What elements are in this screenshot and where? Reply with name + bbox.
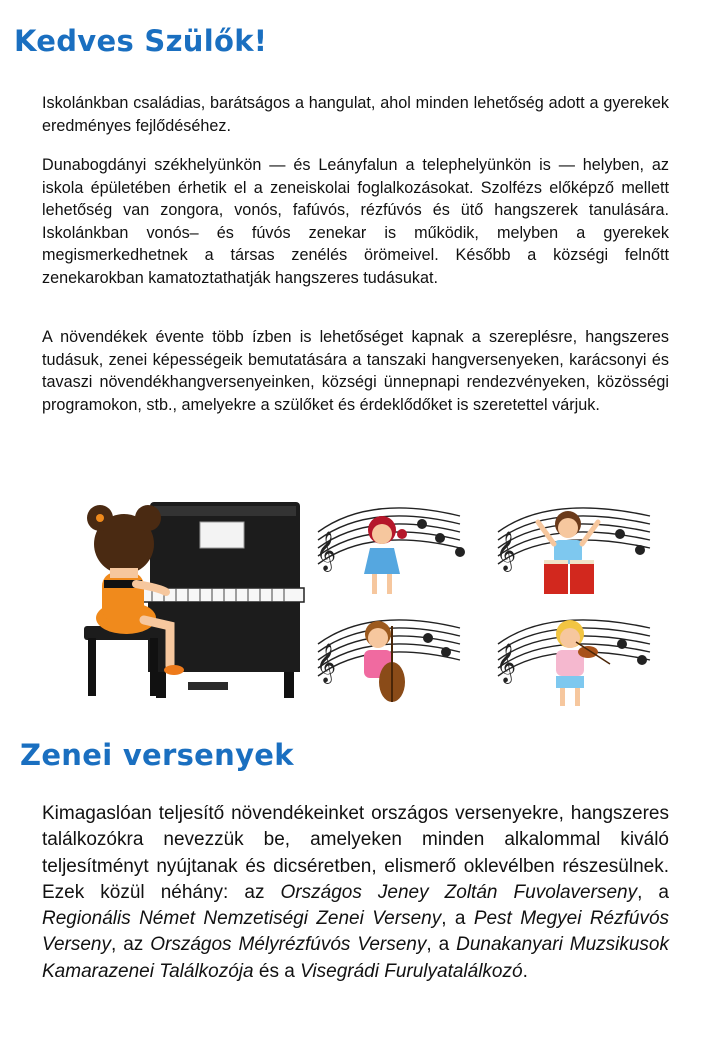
performances-paragraph: A növendékek évente több ízben is lehetőséget kapnak a szereplésre, hangszeres tudásuk, zenei képességeik bemutatására a tanszaki hangversenyeken, karácsonyi és tavaszi növendékhangversenyeinken, községi ünnepnapi rendezvényeken, közösségi programokon, stb., amelyekre a szülőket és érdeklődőket is szeretettel várjuk. xyxy=(42,328,669,414)
boy-drums-icon xyxy=(496,508,650,594)
svg-text:𝄞: 𝄞 xyxy=(496,531,517,571)
separator: , a xyxy=(637,881,670,903)
music-illustration xyxy=(70,488,670,710)
girl-at-piano-icon xyxy=(84,502,304,698)
separator: , az xyxy=(111,934,151,956)
competition-name: Regionális Német Nemzetiségi Zenei Verseny xyxy=(42,908,442,930)
intro-paragraph: Iskolánkban családias, barátságos a hangulat, ahol minden lehetőség adott a gyerekek eredményes fejlődéséhez. xyxy=(42,94,669,135)
competitions-intro: Kimagaslóan teljesítő növendékeinket országos versenyekre, hangszeres találkozókra nevezzük be, amelyeken minden alkalommal kiváló teljesítményt nyújtanak és dicséretben, elismerő oklevélben részesülnek. Ezek közül néhány: az xyxy=(42,803,669,903)
separator: . xyxy=(522,960,528,982)
competition-name: Dunakanyari Muzsikusok Kamarazenei Találkozója xyxy=(42,934,669,982)
section-title-competitions: Zenei versenyek xyxy=(20,738,294,772)
girl-singing-icon xyxy=(316,508,465,594)
separator: , a xyxy=(426,934,457,956)
competition-name: Pest Megyei Rézfúvós Verseny xyxy=(42,908,670,956)
svg-text:𝄞: 𝄞 xyxy=(316,643,337,683)
girl-violin-icon xyxy=(496,620,650,706)
page-title: Kedves Szülők! xyxy=(14,24,268,58)
music-school-paragraph: Dunabogdányi székhelyünkön — és Leányfalun a telephelyünkön is — helyben, az iskola épületében érhetik el a zeneiskolai foglalkozásokat. Szolfézs előképző mellett lehetőség van zongora, vonós, fafúvós, rézfúvós és ütő hangszerek tanulására. Iskolánkban vonós– és fúvós zenekar is működik, melyben a gyerekek megismerkedhetnek a társas zenélés örömeivel. Később a községi felnőtt zenekarokban kamatoztathatják hangszeres tudásukat. xyxy=(42,156,669,287)
competition-name: Országos Jeney Zoltán Fuvolaverseny xyxy=(280,881,638,903)
separator: , a xyxy=(441,908,474,930)
competition-name: Visegrádi Furulyatalálkozó xyxy=(300,960,523,982)
competitions-paragraph xyxy=(42,801,669,985)
competition-name: Országos Mélyrézfúvós Verseny xyxy=(150,934,427,956)
separator: és a xyxy=(253,960,301,982)
svg-text:𝄞: 𝄞 xyxy=(496,643,517,683)
girl-cello-icon xyxy=(316,620,460,702)
svg-text:𝄞: 𝄞 xyxy=(316,531,337,571)
